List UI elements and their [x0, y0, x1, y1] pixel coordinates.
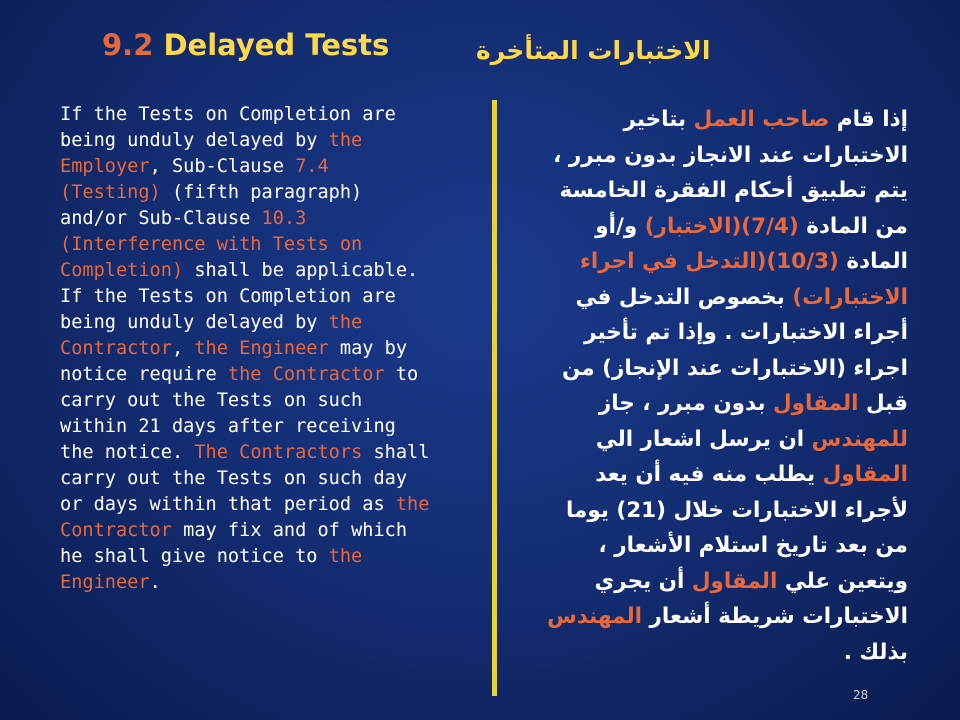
body-text: shall carry out the Tests on such day or days within that period as: [60, 442, 430, 515]
highlighted-text: صاحب العمل: [693, 107, 830, 132]
body-text: إذا قام: [829, 107, 908, 132]
highlighted-text: the Contractor: [60, 312, 363, 359]
highlighted-text: للمهندس: [811, 426, 908, 452]
body-text: بتاخير الاختبارات عند الانجاز بدون مبرر ، يتم تطبيق أحكام الفقرة الخامسة من المادة: [553, 107, 908, 239]
highlighted-text: المقاول: [822, 462, 908, 487]
body-text: ,: [171, 338, 195, 359]
highlighted-text: المهندس: [547, 604, 643, 629]
highlighted-text: the Engineer: [60, 546, 363, 593]
page-number: 28: [853, 688, 869, 702]
highlighted-text: the Engineer: [194, 338, 329, 359]
body-text: بذلك .: [843, 639, 908, 665]
english-paragraph-1: [60, 102, 438, 284]
english-column: [60, 102, 438, 596]
highlighted-text: المقاول: [691, 568, 778, 594]
body-text: may by notice require: [60, 338, 408, 385]
body-text: ان يرسل اشعار الي: [595, 426, 812, 452]
highlighted-text: 7.4 (Testing): [60, 156, 329, 203]
body-text: و/أو المادة: [595, 213, 908, 274]
body-text: shall be applicable.: [183, 260, 419, 281]
section-number: 9.2: [102, 28, 154, 62]
body-text: (fifth paragraph) and/or Sub-Clause: [60, 182, 363, 229]
body-text: to carry out the Tests on such within 21 days after receiving the notice.: [60, 364, 419, 463]
body-text: أن يجري الاختبارات شريطة أشعار: [594, 568, 908, 629]
body-text: بدون مبرر ، جاز: [598, 391, 774, 416]
body-text: If the Tests on Completion are being unduly delayed by: [60, 286, 396, 333]
body-text: If the Tests on Completion are being unduly delayed by: [60, 104, 396, 151]
section-title: Delayed Tests: [163, 28, 390, 62]
body-text: بخصوص التدخل في أجراء الاختبارات . وإذا تم تأخير اجراء (الاختبارات عند الإنجاز) من قبل: [562, 284, 908, 416]
english-paragraph-2: [60, 284, 438, 596]
highlighted-text: The Contractors: [194, 442, 363, 463]
highlighted-text: (10/3)(التدخل في اجراء الاختبارات): [579, 249, 908, 310]
highlighted-text: المقاول: [773, 391, 859, 416]
arabic-paragraph: [540, 102, 908, 670]
body-text: , Sub-Clause: [149, 156, 296, 177]
column-divider: [492, 100, 497, 696]
highlighted-text: (7/4)(الاختبار): [644, 213, 799, 239]
highlighted-text: 10.3 (Interference with Tests on Completion): [60, 208, 363, 281]
arabic-title: الاختبارات المتأخرة: [476, 36, 711, 65]
highlighted-text: the Contractor: [60, 494, 430, 541]
body-text: may fix and of which he shall give notice to: [60, 520, 408, 567]
body-text: .: [149, 572, 161, 593]
slide-title: [102, 28, 389, 62]
body-text: يطلب منه فيه أن يعد لأجراء الاختبارات خلال (21) يوما من بعد تاريخ استلام الأشعار ، ويتعين علي: [565, 462, 908, 594]
highlighted-text: the Employer: [60, 130, 363, 177]
highlighted-text: the Contractor: [227, 364, 385, 385]
